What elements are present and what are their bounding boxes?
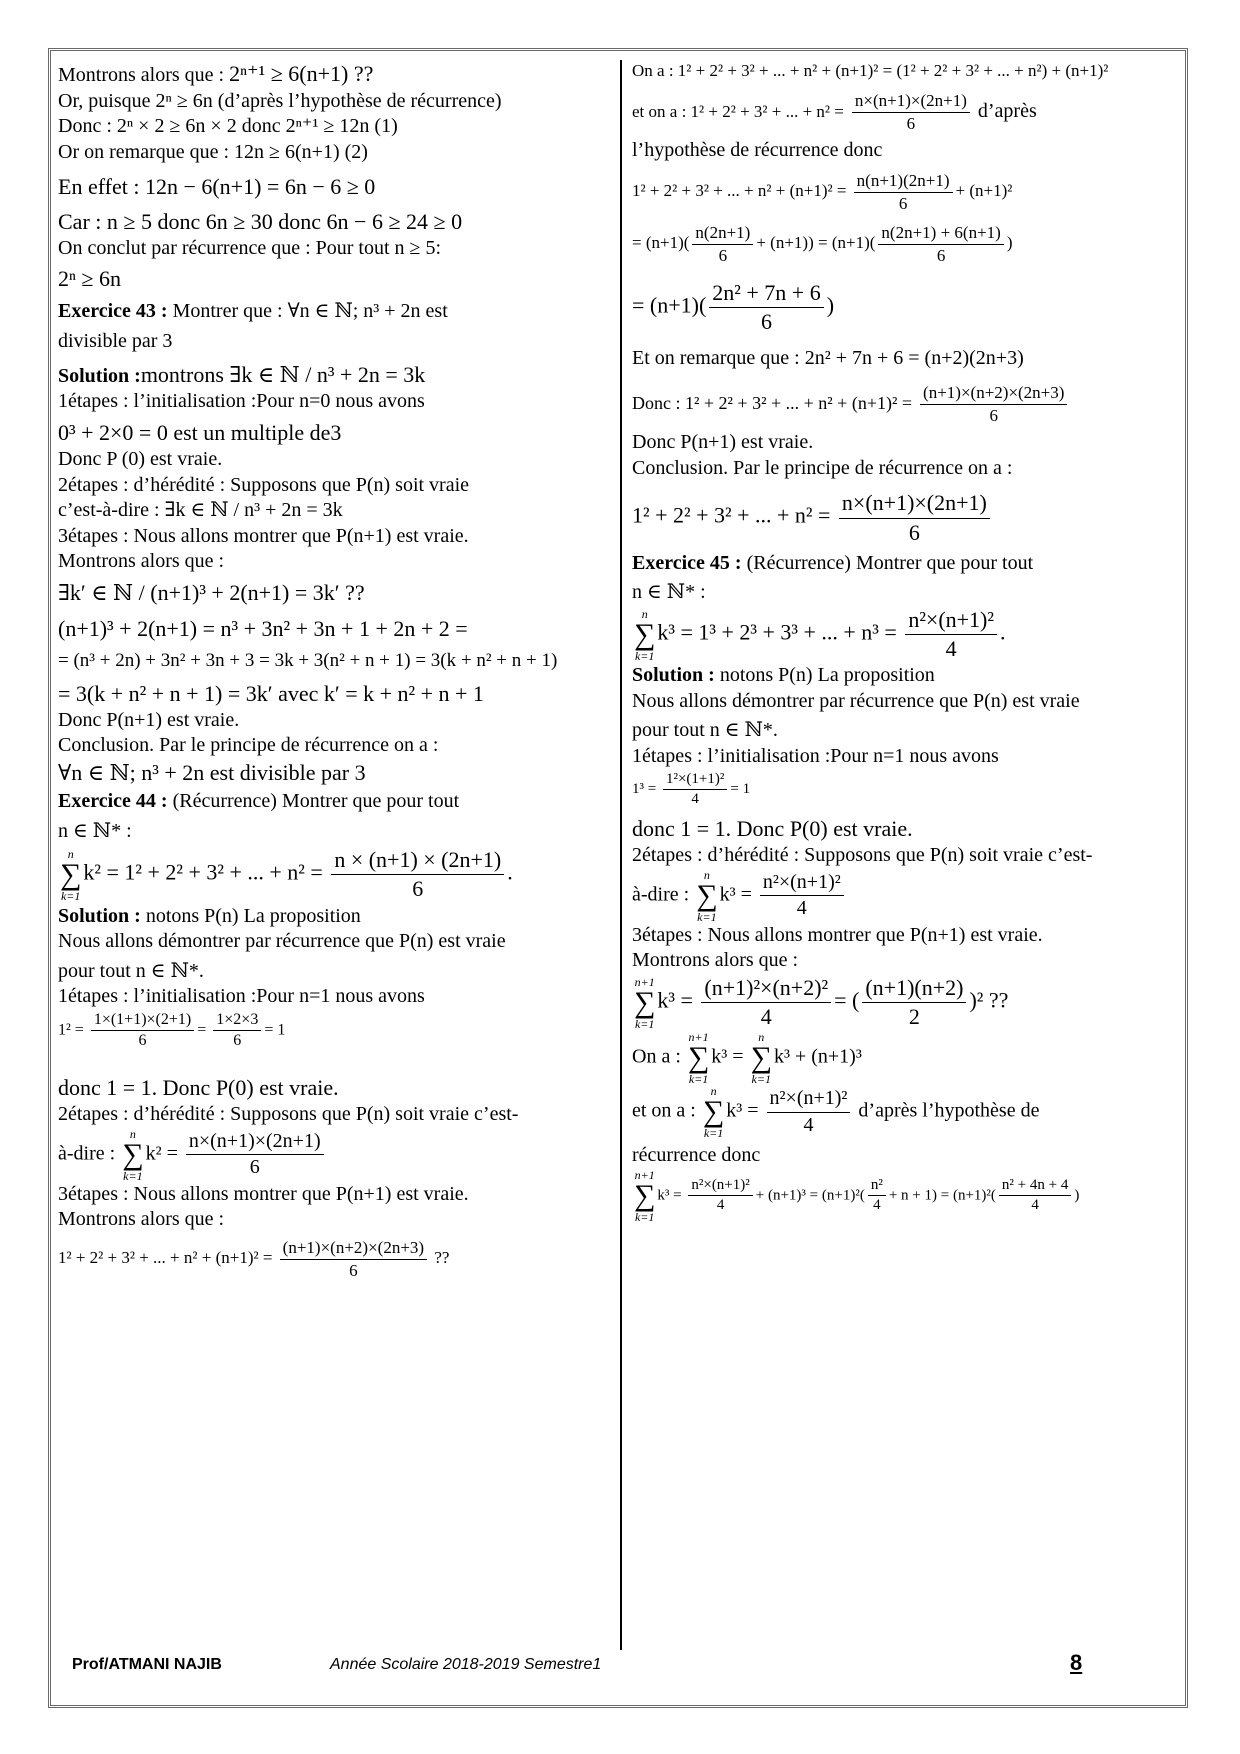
sum-symbol: n ∑ k=1 (750, 1030, 772, 1087)
fraction: $\frac{\text{2n² + 7n + 6}}{6}$ (709, 279, 823, 336)
text-line: donc 1 = 1. Donc P(0) est vraie. (58, 1074, 339, 1100)
formula-line: et on a : 1² + 2² + 3² + ... + n² = $\frac{n\times(n+1)\times(2n+1)}{6}$ d’après (632, 90, 1037, 133)
exercise-44-heading: Exercice 44 : (Récurrence) Montrer que pour tout (58, 790, 460, 813)
fraction: $\frac{(n+1)\times(n+2)\times(2n+3)}{6}$ (280, 1237, 427, 1282)
text-line: divisible par 3 (58, 330, 173, 353)
formula-line: 1² + 2² + 3² + ... + n² = $\frac{n\times(n+1)\times(2n+1)}{6}$ (632, 489, 1180, 546)
formula-line: n ∑ k=1 k³ = 1³ + 2³ + 3³ + ... + n³ = $\frac{\text{n²×(n+1)²}}{4}$ . (634, 606, 1006, 663)
fraction: $\frac{n(n+1)(2n+1)}{6}$ (854, 170, 953, 215)
text-line: Nous allons démontrer par récurrence que P(n) est vraie (58, 930, 506, 953)
formula-line: = (n+1)( $\frac{n(2n+1)}{6}$ + (n+1)) = (n+1)( $\frac{n(2n+1) + 6(n+1)}{6}$ ) (632, 223, 1013, 266)
sum-symbol: n+1 ∑ k=1 (687, 1030, 710, 1087)
fraction: $\frac{\text{n² + 4n + 4}}{4}$ (999, 1176, 1071, 1215)
text-line: Montrons alors que : (632, 949, 799, 972)
formula-line: Donc : 1² + 2² + 3² + ... + n² + (n+1)² = $\frac{(n+1)\times(n+2)\times(2n+3)}{6}$ (632, 382, 1180, 427)
right-column (632, 60, 1180, 1223)
sum-symbol: n ∑ k=1 (634, 606, 656, 663)
footer-author: Prof/ATMANI NAJIB (72, 1656, 222, 1673)
formula-line: = (n+1)( $\frac{\text{2n² + 7n + 6}}{6}$ ) (632, 279, 1180, 336)
text-line: Conclusion. Par le principe de récurrence on a : (632, 456, 1013, 479)
text-line: 1étapes : l’initialisation :Pour n=1 nous avons (632, 745, 999, 768)
formula-line: à-dire : n ∑ k=1 k³ = $\frac{\text{n²×(n+1)²}}{4}$ (632, 869, 1180, 923)
fraction: $\frac{\text{n²×(n+1)²}}{4}$ (760, 870, 844, 922)
fraction: $\frac{n\times(n+1)\times(2n+1)}{6}$ (186, 1129, 324, 1181)
fraction: $\frac{n\times(n+1)\times(2n+1)}{6}$ (852, 90, 970, 135)
formula-line: et on a : n ∑ k=1 k³ = $\frac{\text{n²×(n+1)²}}{4}$ d’après l’hypothèse de (632, 1084, 1040, 1141)
page-number: 8 (1070, 1650, 1083, 1675)
text-line: récurrence donc (632, 1144, 761, 1167)
fraction: $\frac{n(2n+1) + 6(n+1)}{6}$ (878, 222, 1003, 267)
sum-symbol: n+1 ∑ k=1 (634, 974, 656, 1031)
text-line: On conclut par récurrence que : Pour tout n ≥ 5: (58, 236, 442, 259)
fraction: $\frac{\text{n²×(n+1)²}}{4}$ (905, 606, 997, 663)
formula-line: 1³ = $\frac{\text{1²×(1+1)²}}{4}$ = 1 (632, 770, 1180, 809)
fraction: $\frac{n\times(n+1)\times(2n+1)}{6}$ (839, 489, 990, 546)
text-line: pour tout n ∈ ℕ*. (58, 959, 204, 982)
sum-symbol: n ∑ k=1 (702, 1084, 725, 1141)
sum-symbol: n ∑ k=1 (60, 846, 82, 903)
exercise-43-heading: Exercice 43 : Montrer que : ∀n ∈ ℕ; n³ + 2n est (58, 300, 448, 323)
text-line: pour tout n ∈ ℕ*. (632, 719, 778, 742)
exercise-45-heading: Exercice 45 : (Récurrence) Montrer que pour tout (632, 551, 1034, 574)
fraction: $\frac{\text{1²×(1+1)²}}{4}$ (663, 770, 727, 809)
left-column (58, 60, 616, 1281)
text-line: 1étapes : l’initialisation :Pour n=1 nous avons (58, 985, 425, 1008)
text-line: Or, puisque 2ⁿ ≥ 6n (d’après l’hypothèse de récurrence) (58, 89, 502, 112)
formula-line: à-dire : n ∑ k=1 k² = $\frac{n\times(n+1)\times(2n+1)}{6}$ (58, 1128, 616, 1182)
text-line: 2étapes : d’hérédité : Supposons que P(n) soit vraie c’est- (58, 1103, 519, 1126)
text-line: = (n³ + 2n) + 3n² + 3n + 3 = 3k + 3(n² + n + 1) = 3(k + n² + n + 1) (58, 650, 558, 672)
formula-line: On a : n+1 ∑ k=1 k³ = n ∑ k=1 k³ + (n+1)³ (632, 1030, 862, 1087)
sum-symbol: n ∑ k=1 (696, 867, 718, 924)
text-line: Et on remarque que : 2n² + 7n + 6 = (n+2)(2n+3) (632, 347, 1024, 370)
text-line: Nous allons démontrer par récurrence que P(n) est vraie (632, 689, 1080, 712)
text-line: n ∈ ℕ* : (632, 581, 706, 604)
text-line: Montrons alors que : 2ⁿ⁺¹ ≥ 6(n+1) ?? (58, 61, 374, 86)
fraction: $\frac{1\times 2\times 3}{6}$ (213, 1010, 261, 1052)
formula-line: n ∑ k=1 k² = 1² + 2² + 3² + ... + n² = $\frac{n \times (n+1) \times (2n+1)}{6}$ . (60, 846, 513, 903)
solution-44-heading: Solution : notons P(n) La proposition (58, 904, 361, 927)
fraction: $\frac{1\times(1+1)\times(2+1)}{6}$ (91, 1010, 194, 1052)
formula-line: n+1 ∑ k=1 k³ = $\frac{\text{(n+1)²×(n+2)²}}{4}$ = ( $\frac{(n+1)(n+2)}{2}$ )² ?? (634, 974, 1009, 1031)
text-line: Conclusion. Par le principe de récurrence on a : (58, 734, 439, 757)
text-line: 1étapes : l’initialisation :Pour n=0 nous avons (58, 390, 425, 413)
formula-line: 1² = $\frac{1\times(1+1)\times(2+1)}{6}$ = $\frac{1\times 2\times 3}{6}$ = 1 (58, 1010, 616, 1052)
text-line: Donc P(n+1) est vraie. (58, 708, 240, 731)
text-line: 3étapes : Nous allons montrer que P(n+1) est vraie. (632, 923, 1043, 946)
text-line: Donc : 2ⁿ × 2 ≥ 6n × 2 donc 2ⁿ⁺¹ ≥ 12n (1) (58, 115, 398, 138)
fraction: $\frac{\text{n²×(n+1)²}}{4}$ (688, 1176, 752, 1215)
sum-symbol: n+1 ∑ k=1 (634, 1167, 656, 1224)
footer-year: Année Scolaire 2018-2019 Semestre1 (330, 1656, 602, 1673)
fraction: $\frac{\text{n²×(n+1)²}}{4}$ (767, 1086, 851, 1138)
text-line: Montrons alors que : (58, 550, 225, 573)
fraction: $\frac{(n+1)(n+2)}{2}$ (862, 974, 966, 1031)
formula-line: 1² + 2² + 3² + ... + n² + (n+1)² = $\frac{(n+1)\times(n+2)\times(2n+3)}{6}$ ?? (58, 1237, 450, 1280)
fraction: $\frac{(n+1)\times(n+2)\times(2n+3)}{6}$ (920, 382, 1067, 427)
text-line: ∃k′ ∈ ℕ / (n+1)³ + 2(n+1) = 3k′ ?? (58, 579, 365, 605)
text-line: 0³ + 2×0 = 0 est un multiple de3 (58, 419, 342, 445)
text-line: 2ⁿ ≥ 6n (58, 266, 122, 292)
text-line: ∀n ∈ ℕ; n³ + 2n est divisible par 3 (58, 759, 366, 785)
formula-line: 1² + 2² + 3² + ... + n² + (n+1)² = $\frac{n(n+1)(2n+1)}{6}$ + (n+1)² (632, 170, 1013, 213)
column-divider (620, 60, 622, 1650)
text-line: On a : 1² + 2² + 3² + ... + n² + (n+1)² = (1² + 2² + 3² + ... + n²) + (n+1)² (632, 61, 1109, 80)
text-line: 3étapes : Nous allons montrer que P(n+1) est vraie. (58, 1182, 469, 1205)
text-line: l’hypothèse de récurrence donc (632, 139, 883, 162)
text-line: (n+1)³ + 2(n+1) = n³ + 3n² + 3n + 1 + 2n + 2 = (58, 616, 468, 642)
text-line: = 3(k + n² + n + 1) = 3k′ avec k′ = k + n² + n + 1 (58, 680, 484, 706)
fraction: $\frac{n(2n+1)}{6}$ (692, 222, 753, 267)
text-line: c’est-à-dire : ∃k ∈ ℕ / n³ + 2n = 3k (58, 499, 343, 522)
formula-line: n+1 ∑ k=1 k³ = $\frac{\text{n²×(n+1)²}}{4}$ + (n+1)³ = (n+1)²( $\frac{\text{n²}}{4}$ + n + 1) = (n+1)²( $\frac{\text{n² + 4n + 4}}{4}$ ) (634, 1167, 1080, 1224)
fraction: $\frac{n \times (n+1) \times (2n+1)}{6}$ (331, 846, 504, 903)
fraction: $\frac{\text{(n+1)²×(n+2)²}}{4}$ (701, 974, 831, 1031)
text-line: 2étapes : d’hérédité : Supposons que P(n) soit vraie c’est- (632, 844, 1093, 867)
solution-45-heading: Solution : notons P(n) La proposition (632, 664, 935, 687)
text-line: Donc P(n+1) est vraie. (632, 431, 814, 454)
text-line: n ∈ ℕ* : (58, 819, 132, 842)
text-line: 2étapes : d’hérédité : Supposons que P(n) soit vraie (58, 473, 470, 496)
fraction: $\frac{\text{n²}}{4}$ (868, 1176, 886, 1215)
sum-symbol: n ∑ k=1 (122, 1126, 144, 1183)
text-line: Montrons alors que : (58, 1208, 225, 1231)
text-line: Donc P (0) est vraie. (58, 447, 223, 470)
text-line: donc 1 = 1. Donc P(0) est vraie. (632, 816, 913, 841)
text-line: Or on remarque que : 12n ≥ 6(n+1) (2) (58, 140, 368, 163)
text-line: En effet : 12n − 6(n+1) = 6n − 6 ≥ 0 (58, 174, 376, 200)
text-line: 3étapes : Nous allons montrer que P(n+1) est vraie. (58, 524, 469, 547)
solution-43-heading: Solution :montrons ∃k ∈ ℕ / n³ + 2n = 3k (58, 361, 426, 387)
text-line: Car : n ≥ 5 donc 6n ≥ 30 donc 6n − 6 ≥ 24 ≥ 0 (58, 208, 463, 234)
